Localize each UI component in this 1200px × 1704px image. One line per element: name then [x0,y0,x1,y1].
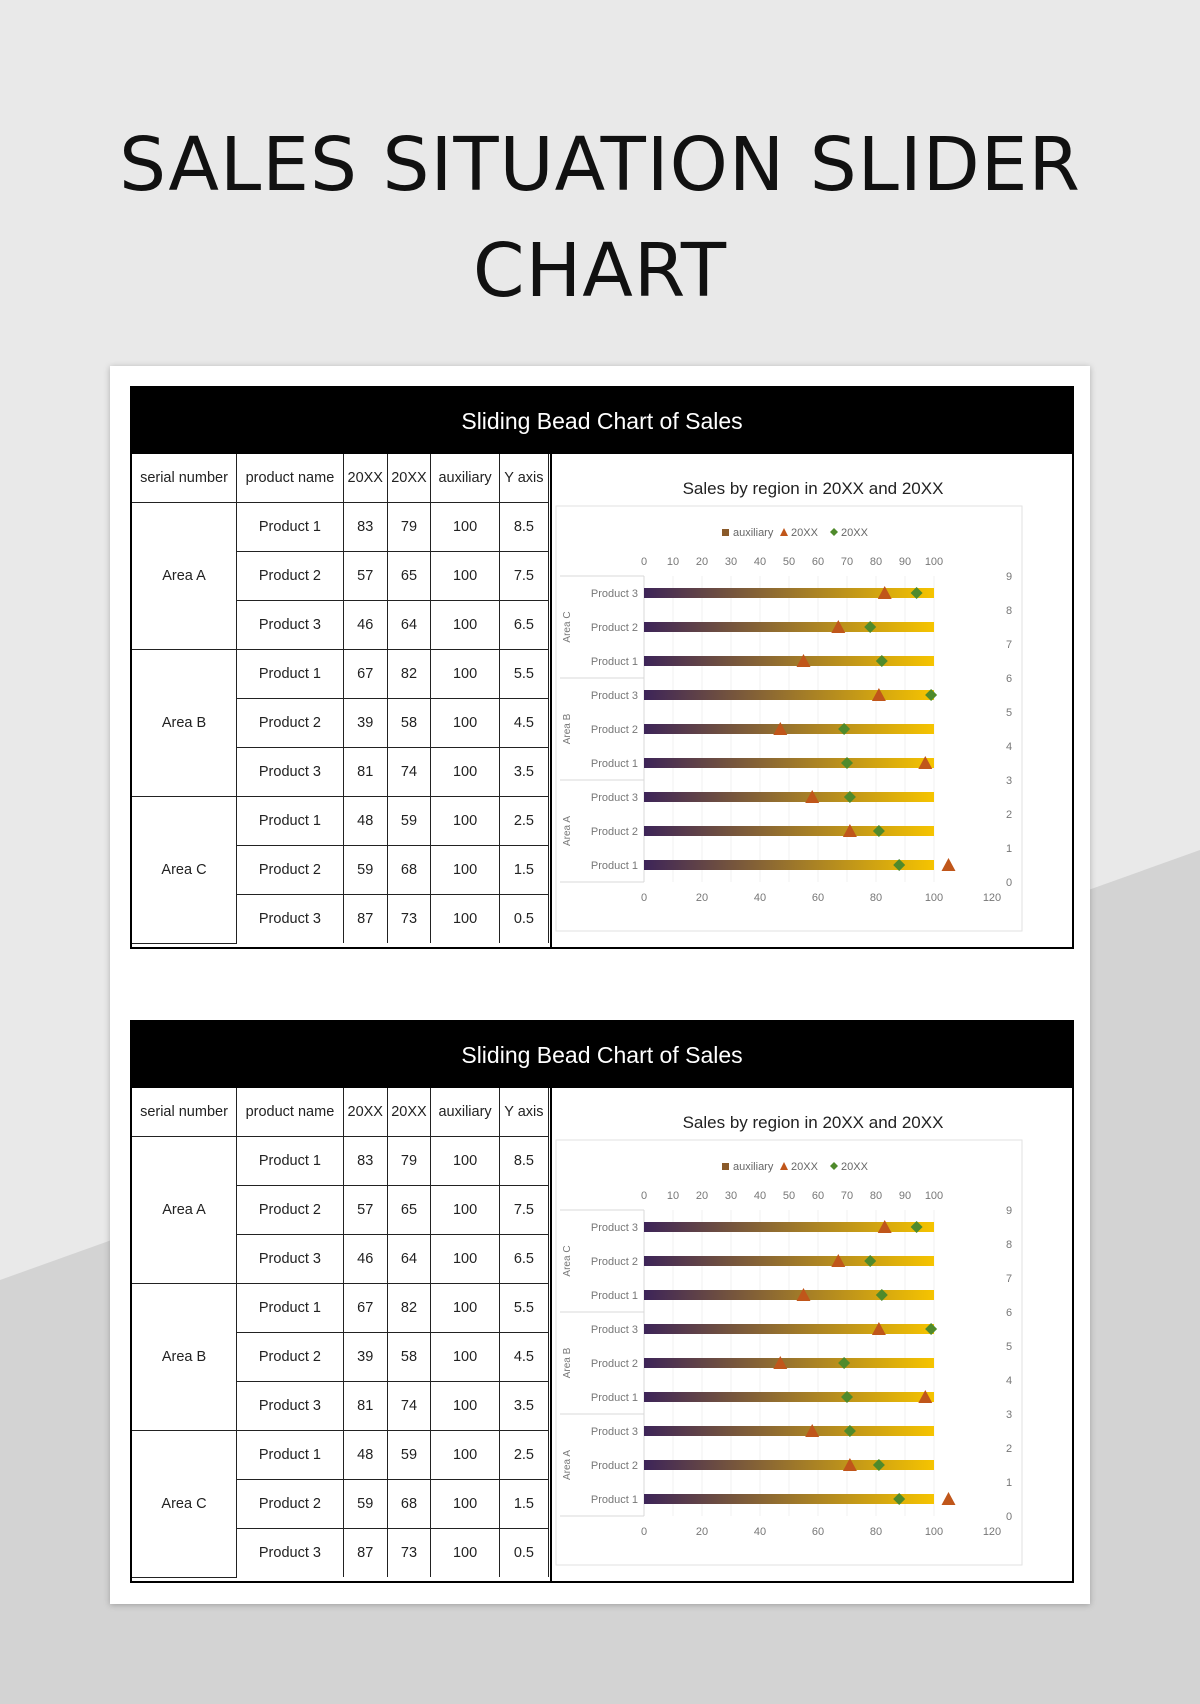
y-category-label: Product 3 [590,1324,638,1336]
table-cell: 0.5 [499,1529,548,1578]
x-top-tick-label: 50 [782,1190,796,1202]
block-header: Sliding Bead Chart of Sales [132,1022,1072,1088]
y-category-label: Product 1 [590,1494,638,1506]
sales-table [132,1088,549,1578]
y-group-label: Area C [562,611,573,643]
table-cell: 100 [431,1284,499,1333]
table-cell: 100 [431,650,499,699]
table-cell: 65 [387,1186,431,1235]
table-row [132,1431,549,1480]
block-header: Sliding Bead Chart of Sales [132,388,1072,454]
legend-swatch-diamond [830,1162,838,1170]
table-cell: 64 [387,1235,431,1284]
area-label: Area C [132,797,236,944]
sales-block-1 [130,386,1074,949]
table-cell: 74 [387,1382,431,1431]
auxiliary-bar [644,724,934,734]
block-body [132,1088,1072,1581]
chart-panel [550,454,1074,947]
table-cell: Product 3 [236,601,343,650]
table-cell: 65 [387,552,431,601]
x-top-tick-label: 100 [924,1190,944,1202]
table-cell: 100 [431,503,499,552]
table-cell: 67 [343,650,387,699]
table-cell: 79 [387,503,431,552]
sales-table [132,454,549,944]
x-top-tick-label: 10 [666,1190,680,1202]
y-right-tick-label: 3 [1006,1409,1013,1421]
y-category-label: Product 3 [590,690,638,702]
x-bottom-tick-label: 60 [811,892,825,904]
x-bottom-tick-label: 100 [924,892,944,904]
sales-block-2 [130,1020,1074,1583]
table-cell: Product 2 [236,1333,343,1382]
area-label: Area B [132,650,236,797]
table-cell: 100 [431,1333,499,1382]
auxiliary-bar [644,1358,934,1368]
x-bottom-tick-label: 60 [811,1526,825,1538]
auxiliary-bar [644,1494,934,1504]
y-right-tick-label: 6 [1006,673,1013,685]
x-bottom-tick-label: 80 [869,1526,883,1538]
table-cell: Product 2 [236,846,343,895]
y-category-label: Product 3 [590,1222,638,1234]
table-cell: 74 [387,748,431,797]
chart-title: Sales by region in 20XX and 20XX [682,1113,944,1132]
table-cell: Product 1 [236,1431,343,1480]
y-right-tick-label: 2 [1006,809,1013,821]
table-cell: Product 1 [236,1284,343,1333]
table-cell: 5.5 [499,650,548,699]
table-cell: 7.5 [499,552,548,601]
table-row [132,503,549,552]
bead-chart [552,454,1074,947]
y-right-tick-label: 7 [1006,1273,1013,1285]
auxiliary-bar [644,622,934,632]
y-right-tick-label: 5 [1006,707,1013,719]
y-category-label: Product 1 [590,1392,638,1404]
auxiliary-bar [644,588,934,598]
table-cell: 6.5 [499,601,548,650]
table-row [132,650,549,699]
table-cell: 6.5 [499,1235,548,1284]
x-top-tick-label: 10 [666,556,680,568]
table-cell: 1.5 [499,846,548,895]
x-bottom-tick-label: 100 [924,1526,944,1538]
y-group-label: Area B [562,1347,573,1379]
x-top-tick-label: 30 [724,556,738,568]
table-cell: 48 [343,1431,387,1480]
table-cell: 46 [343,1235,387,1284]
table-cell: 8.5 [499,503,548,552]
auxiliary-bar [644,1222,934,1232]
table-cell: 58 [387,1333,431,1382]
legend-label: 20XX [841,527,868,539]
table-cell: 2.5 [499,797,548,846]
table-cell: Product 3 [236,1382,343,1431]
block-body [132,454,1072,947]
auxiliary-bar [644,1290,934,1300]
table-cell: 81 [343,1382,387,1431]
y-category-label: Product 2 [590,724,638,736]
column-header: product name [236,1088,343,1137]
legend-label: 20XX [841,1161,868,1173]
legend-swatch-triangle [780,528,788,536]
x-top-tick-label: 0 [640,1190,648,1202]
column-header: 20XX [343,454,387,503]
y-category-label: Product 2 [590,1358,638,1370]
x-top-tick-label: 40 [753,1190,767,1202]
triangle-marker [942,858,956,871]
legend-label: auxiliary [733,1161,774,1173]
x-top-tick-label: 40 [753,556,767,568]
x-top-tick-label: 70 [840,556,854,568]
table-cell: 82 [387,650,431,699]
x-top-tick-label: 20 [695,1190,709,1202]
y-category-label: Product 2 [590,1460,638,1472]
y-right-tick-label: 2 [1006,1443,1013,1455]
y-right-tick-label: 0 [1006,877,1013,889]
table-cell: 100 [431,552,499,601]
triangle-marker [942,1492,956,1505]
table-cell: 3.5 [499,748,548,797]
table-cell: 100 [431,1186,499,1235]
table-cell: 83 [343,1137,387,1186]
table-cell: 4.5 [499,1333,548,1382]
y-right-tick-label: 8 [1006,1239,1013,1251]
document-sheet [110,366,1090,1604]
column-header: auxiliary [431,454,499,503]
column-header: serial number [132,1088,236,1137]
table-cell: 100 [431,1137,499,1186]
x-top-tick-label: 100 [924,556,944,568]
table-cell: 81 [343,748,387,797]
table-cell: 59 [343,846,387,895]
auxiliary-bar [644,1426,934,1436]
table-cell: 100 [431,1480,499,1529]
y-category-label: Product 3 [590,588,638,600]
table-cell: 87 [343,1529,387,1578]
legend-swatch-auxiliary [722,529,729,536]
area-label: Area A [132,503,236,650]
table-cell: 8.5 [499,1137,548,1186]
auxiliary-bar [644,1256,934,1266]
legend-label: 20XX [791,1161,818,1173]
y-category-label: Product 3 [590,1426,638,1438]
y-group-label: Area B [562,713,573,745]
table-cell: 83 [343,503,387,552]
x-bottom-tick-label: 20 [695,1526,709,1538]
table-cell: 64 [387,601,431,650]
legend-swatch-diamond [830,528,838,536]
column-header: serial number [132,454,236,503]
table-cell: 100 [431,895,499,944]
y-right-tick-label: 1 [1006,1477,1013,1489]
table-cell: 58 [387,699,431,748]
table-cell: 59 [343,1480,387,1529]
y-category-label: Product 1 [590,1290,638,1302]
column-header: Y axis [499,1088,548,1137]
table-cell: 2.5 [499,1431,548,1480]
column-header: Y axis [499,454,548,503]
table-cell: Product 3 [236,895,343,944]
table-cell: 73 [387,895,431,944]
x-top-tick-label: 80 [869,556,883,568]
y-category-label: Product 1 [590,860,638,872]
table-cell: 68 [387,1480,431,1529]
table-cell: 82 [387,1284,431,1333]
table-cell: 100 [431,748,499,797]
x-bottom-tick-label: 120 [982,892,1002,904]
y-right-tick-label: 4 [1006,1375,1013,1387]
table-cell: 4.5 [499,699,548,748]
y-category-label: Product 1 [590,758,638,770]
legend-swatch-auxiliary [722,1163,729,1170]
table-cell: 100 [431,797,499,846]
table-cell: 100 [431,601,499,650]
x-top-tick-label: 60 [811,1190,825,1202]
table-cell: Product 3 [236,748,343,797]
y-right-tick-label: 6 [1006,1307,1013,1319]
y-category-label: Product 2 [590,826,638,838]
table-cell: 100 [431,1529,499,1578]
table-cell: 100 [431,699,499,748]
x-top-tick-label: 30 [724,1190,738,1202]
table-cell: 59 [387,797,431,846]
auxiliary-bar [644,758,934,768]
auxiliary-bar [644,792,934,802]
y-right-tick-label: 3 [1006,775,1013,787]
table-cell: 48 [343,797,387,846]
area-label: Area A [132,1137,236,1284]
table-row [132,1137,549,1186]
y-category-label: Product 2 [590,1256,638,1268]
auxiliary-bar [644,1460,934,1470]
x-bottom-tick-label: 40 [753,1526,767,1538]
table-cell: 68 [387,846,431,895]
table-cell: Product 2 [236,699,343,748]
x-bottom-tick-label: 120 [982,1526,1002,1538]
x-top-tick-label: 0 [640,556,648,568]
y-category-label: Product 2 [590,622,638,634]
column-header: auxiliary [431,1088,499,1137]
y-right-tick-label: 5 [1006,1341,1013,1353]
table-cell: Product 2 [236,1480,343,1529]
x-bottom-tick-label: 0 [640,1526,648,1538]
legend-swatch-triangle [780,1162,788,1170]
table-cell: 46 [343,601,387,650]
y-right-tick-label: 9 [1006,571,1013,583]
table-cell: 100 [431,846,499,895]
auxiliary-bar [644,1392,934,1402]
table-cell: Product 1 [236,797,343,846]
table-cell: 100 [431,1382,499,1431]
column-header: product name [236,454,343,503]
y-right-tick-label: 7 [1006,639,1013,651]
x-top-tick-label: 90 [898,556,912,568]
page-title: SALES SITUATION SLIDER CHART [119,122,1081,314]
table-cell: 39 [343,1333,387,1382]
x-top-tick-label: 50 [782,556,796,568]
table-cell: 73 [387,1529,431,1578]
x-top-tick-label: 90 [898,1190,912,1202]
legend-label: auxiliary [733,527,774,539]
chart-legend [722,1161,869,1173]
table-header-row [132,454,549,503]
chart-title: Sales by region in 20XX and 20XX [682,479,944,498]
y-right-tick-label: 9 [1006,1205,1013,1217]
table-cell: Product 3 [236,1529,343,1578]
table-cell: 1.5 [499,1480,548,1529]
x-top-tick-label: 70 [840,1190,854,1202]
bead-chart [552,1088,1074,1581]
table-cell: Product 1 [236,503,343,552]
x-bottom-tick-label: 80 [869,892,883,904]
table-cell: 100 [431,1235,499,1284]
auxiliary-bar [644,1324,934,1334]
y-right-tick-label: 8 [1006,605,1013,617]
table-cell: 100 [431,1431,499,1480]
table-cell: 3.5 [499,1382,548,1431]
column-header: 20XX [387,454,431,503]
y-category-label: Product 3 [590,792,638,804]
y-right-tick-label: 1 [1006,843,1013,855]
table-cell: 5.5 [499,1284,548,1333]
chart-legend [722,527,869,539]
y-group-label: Area C [562,1245,573,1277]
x-bottom-tick-label: 20 [695,892,709,904]
table-cell: 7.5 [499,1186,548,1235]
area-label: Area C [132,1431,236,1578]
y-right-tick-label: 4 [1006,741,1013,753]
table-cell: 87 [343,895,387,944]
x-bottom-tick-label: 40 [753,892,767,904]
x-top-tick-label: 80 [869,1190,883,1202]
table-cell: Product 2 [236,552,343,601]
table-row [132,1284,549,1333]
table-cell: 79 [387,1137,431,1186]
y-category-label: Product 1 [590,656,638,668]
auxiliary-bar [644,656,934,666]
table-cell: Product 1 [236,1137,343,1186]
table-cell: 0.5 [499,895,548,944]
table-row [132,797,549,846]
table-cell: 59 [387,1431,431,1480]
table-cell: 57 [343,1186,387,1235]
y-right-tick-label: 0 [1006,1511,1013,1523]
table-header-row [132,1088,549,1137]
table-cell: Product 1 [236,650,343,699]
table-cell: Product 2 [236,1186,343,1235]
x-top-tick-label: 60 [811,556,825,568]
chart-panel [550,1088,1074,1581]
table-cell: 39 [343,699,387,748]
area-label: Area B [132,1284,236,1431]
auxiliary-bar [644,860,934,870]
table-cell: Product 3 [236,1235,343,1284]
y-group-label: Area A [562,815,573,847]
auxiliary-bar [644,690,934,700]
column-header: 20XX [387,1088,431,1137]
table-cell: 57 [343,552,387,601]
table-cell: 67 [343,1284,387,1333]
column-header: 20XX [343,1088,387,1137]
y-group-label: Area A [562,1449,573,1481]
auxiliary-bar [644,826,934,836]
legend-label: 20XX [791,527,818,539]
x-bottom-tick-label: 0 [640,892,648,904]
x-top-tick-label: 20 [695,556,709,568]
